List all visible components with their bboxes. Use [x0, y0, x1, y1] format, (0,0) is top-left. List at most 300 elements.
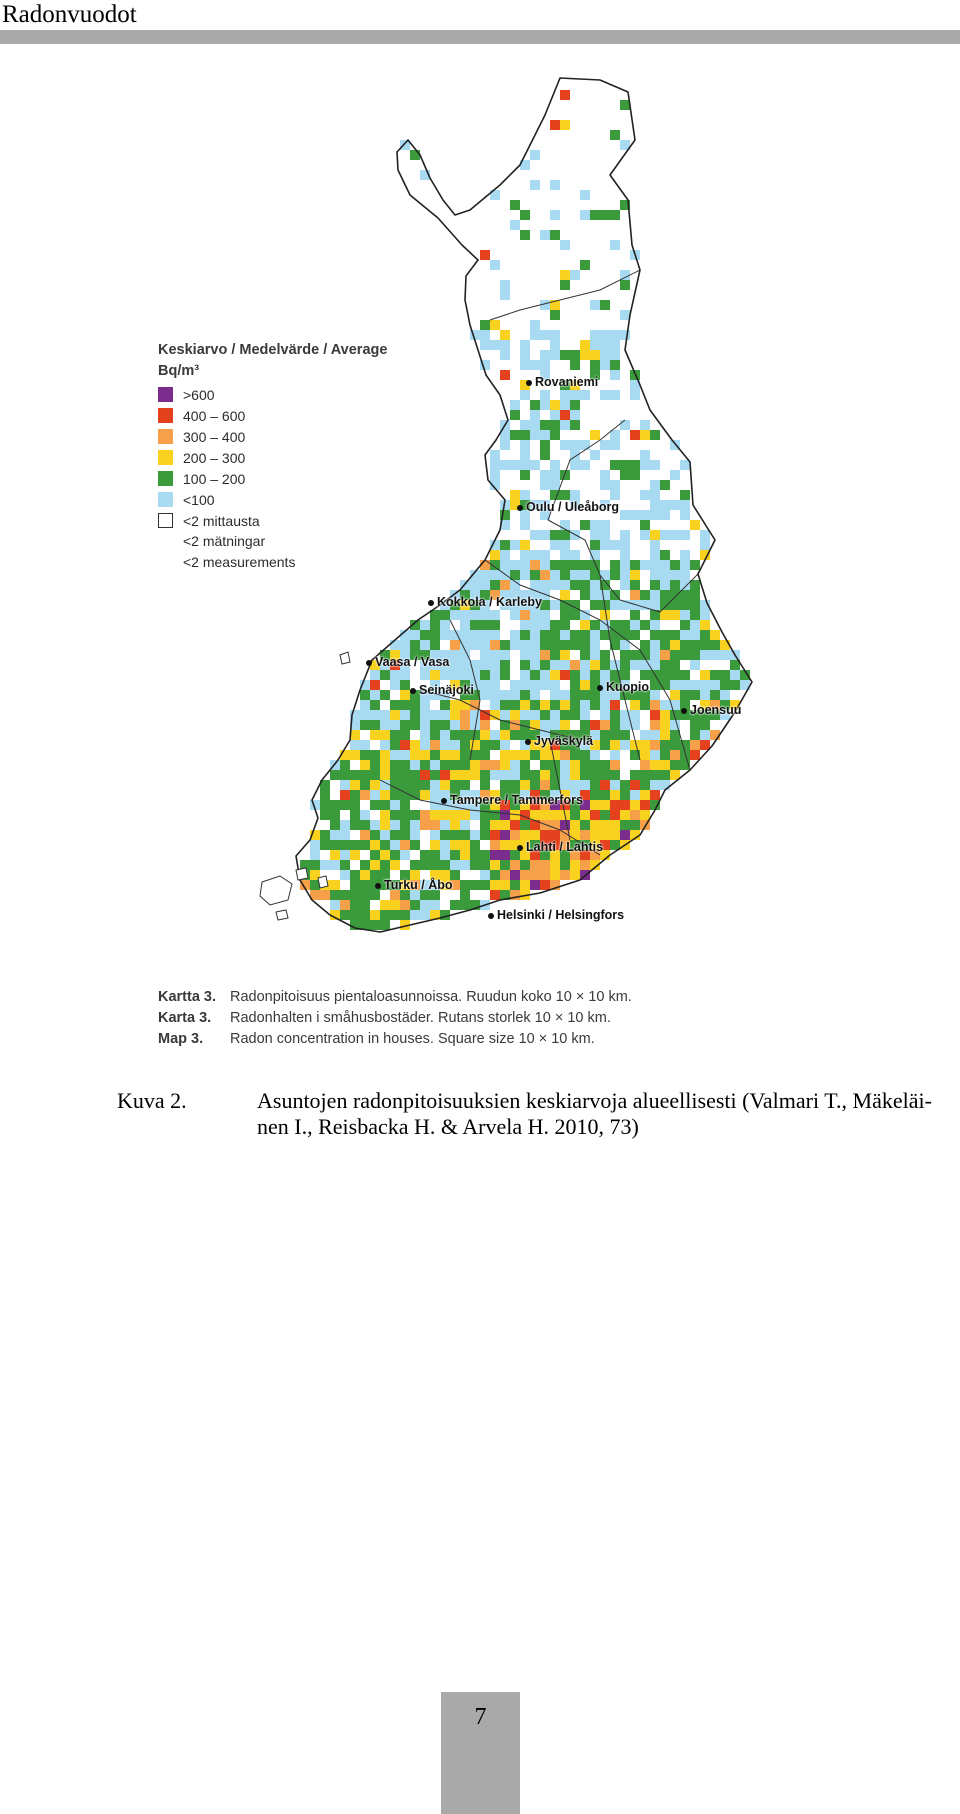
radon-cell: [560, 640, 570, 650]
radon-cell: [630, 630, 640, 640]
radon-cell: [470, 580, 480, 590]
radon-cell: [490, 660, 500, 670]
radon-cell: [520, 210, 530, 220]
radon-cell: [350, 880, 360, 890]
radon-cell: [540, 230, 550, 240]
radon-cell: [610, 430, 620, 440]
radon-cell: [410, 710, 420, 720]
radon-cell: [350, 810, 360, 820]
radon-cell: [670, 630, 680, 640]
city-name: Kokkola / Karleby: [437, 595, 542, 609]
radon-cell: [340, 780, 350, 790]
radon-cell: [520, 390, 530, 400]
radon-cell: [710, 630, 720, 640]
radon-cell: [530, 870, 540, 880]
radon-cell: [510, 690, 520, 700]
radon-cell: [500, 780, 510, 790]
radon-cell: [590, 580, 600, 590]
radon-cell: [410, 780, 420, 790]
radon-cell: [550, 530, 560, 540]
radon-cell: [530, 770, 540, 780]
radon-cell: [570, 460, 580, 470]
radon-cell: [500, 850, 510, 860]
radon-cell: [380, 910, 390, 920]
radon-cell: [550, 230, 560, 240]
radon-cell: [400, 670, 410, 680]
radon-cell: [640, 750, 650, 760]
radon-cell: [530, 640, 540, 650]
radon-cell: [430, 860, 440, 870]
radon-cell: [580, 820, 590, 830]
radon-cell: [460, 740, 470, 750]
radon-cell: [580, 860, 590, 870]
radon-cell: [650, 730, 660, 740]
radon-cell: [620, 460, 630, 470]
radon-cell: [520, 780, 530, 790]
radon-cell: [360, 790, 370, 800]
radon-cell: [520, 710, 530, 720]
radon-cell: [700, 740, 710, 750]
radon-cell: [320, 790, 330, 800]
radon-cell: [660, 760, 670, 770]
radon-cell: [590, 330, 600, 340]
radon-cell: [520, 520, 530, 530]
radon-cell: [410, 820, 420, 830]
radon-cell: [650, 760, 660, 770]
legend-swatch: [158, 492, 173, 507]
radon-cell: [630, 650, 640, 660]
radon-cell: [460, 860, 470, 870]
radon-cell: [350, 890, 360, 900]
radon-cell: [540, 750, 550, 760]
radon-cell: [580, 210, 590, 220]
radon-cell: [440, 830, 450, 840]
radon-cell: [510, 610, 520, 620]
radon-cell: [530, 150, 540, 160]
radon-cell: [680, 530, 690, 540]
radon-cell: [540, 870, 550, 880]
radon-cell: [560, 520, 570, 530]
radon-cell: [560, 240, 570, 250]
radon-cell: [610, 480, 620, 490]
radon-cell: [530, 360, 540, 370]
radon-cell: [540, 640, 550, 650]
city-dot-icon: [517, 505, 523, 511]
radon-cell: [510, 710, 520, 720]
radon-cell: [480, 320, 490, 330]
radon-cell: [350, 910, 360, 920]
radon-cell: [390, 840, 400, 850]
city-label: [517, 840, 603, 854]
radon-cell: [540, 530, 550, 540]
figure-label: Kuva 2.: [117, 1088, 187, 1113]
radon-cell: [580, 780, 590, 790]
radon-cell: [500, 710, 510, 720]
radon-cell: [430, 800, 440, 810]
radon-cell: [450, 640, 460, 650]
radon-cell: [700, 620, 710, 630]
radon-cell: [690, 720, 700, 730]
radon-cell: [650, 650, 660, 660]
radon-cell: [450, 630, 460, 640]
radon-cell: [570, 440, 580, 450]
city-dot-icon: [366, 660, 372, 666]
radon-cell: [590, 350, 600, 360]
radon-cell: [570, 390, 580, 400]
legend-swatch: [158, 387, 173, 402]
radon-cell: [560, 750, 570, 760]
radon-cell: [500, 730, 510, 740]
radon-cell: [420, 900, 430, 910]
radon-cell: [630, 660, 640, 670]
radon-cell: [370, 760, 380, 770]
legend-swatch: [158, 471, 173, 486]
radon-cell: [400, 850, 410, 860]
radon-cell: [560, 490, 570, 500]
radon-cell: [700, 680, 710, 690]
radon-cell: [510, 630, 520, 640]
legend-extra-line: <2 mätningar: [183, 533, 266, 549]
radon-cell: [490, 650, 500, 660]
radon-cell: [690, 620, 700, 630]
radon-cell: [320, 890, 330, 900]
radon-cell: [350, 840, 360, 850]
radon-cell: [540, 330, 550, 340]
radon-cell: [460, 710, 470, 720]
radon-cell: [530, 430, 540, 440]
radon-cell: [560, 700, 570, 710]
radon-cell: [550, 710, 560, 720]
radon-cell: [520, 870, 530, 880]
radon-cell: [490, 580, 500, 590]
radon-cell: [690, 630, 700, 640]
radon-cell: [480, 880, 490, 890]
radon-cell: [440, 840, 450, 850]
radon-cell: [510, 750, 520, 760]
radon-cell: [580, 710, 590, 720]
radon-cell: [530, 550, 540, 560]
radon-cell: [660, 660, 670, 670]
radon-cell: [460, 610, 470, 620]
radon-cell: [700, 530, 710, 540]
radon-cell: [470, 630, 480, 640]
radon-cell: [580, 590, 590, 600]
radon-cell: [470, 860, 480, 870]
radon-cell: [590, 830, 600, 840]
radon-cell: [540, 470, 550, 480]
radon-cell: [550, 400, 560, 410]
radon-cell: [520, 420, 530, 430]
legend-title: Keskiarvo / Medelvärde / Average: [158, 342, 388, 358]
radon-cell: [640, 730, 650, 740]
radon-cell: [420, 810, 430, 820]
radon-cell: [500, 820, 510, 830]
radon-cell: [550, 750, 560, 760]
radon-cell: [590, 620, 600, 630]
radon-cell: [570, 560, 580, 570]
radon-cell: [490, 740, 500, 750]
radon-cell: [510, 820, 520, 830]
city-dot-icon: [488, 913, 494, 919]
radon-cell: [550, 680, 560, 690]
radon-cell: [490, 470, 500, 480]
map-caption-en: [158, 1029, 632, 1050]
radon-cell: [380, 750, 390, 760]
radon-cell: [410, 640, 420, 650]
radon-cell: [690, 740, 700, 750]
radon-cell: [490, 340, 500, 350]
radon-cell: [590, 810, 600, 820]
radon-cell: [510, 860, 520, 870]
radon-cell: [680, 600, 690, 610]
radon-cell: [570, 670, 580, 680]
radon-cell: [520, 630, 530, 640]
radon-cell: [410, 770, 420, 780]
radon-cell: [510, 640, 520, 650]
radon-cell: [360, 840, 370, 850]
map-caption-fi: [158, 987, 632, 1008]
radon-cell: [570, 410, 580, 420]
radon-cell: [690, 600, 700, 610]
radon-cell: [530, 560, 540, 570]
radon-cell: [640, 770, 650, 780]
radon-cell: [480, 660, 490, 670]
city-dot-icon: [410, 688, 416, 694]
radon-cell: [730, 680, 740, 690]
radon-cell: [650, 600, 660, 610]
radon-cell: [360, 770, 370, 780]
radon-cell: [550, 640, 560, 650]
radon-cell: [420, 740, 430, 750]
radon-cell: [570, 780, 580, 790]
radon-cell: [540, 810, 550, 820]
radon-cell: [550, 690, 560, 700]
radon-cell: [410, 740, 420, 750]
radon-cell: [530, 670, 540, 680]
radon-cell: [460, 900, 470, 910]
city-name: Kuopio: [606, 680, 650, 694]
radon-cell: [540, 670, 550, 680]
radon-cell: [590, 430, 600, 440]
radon-cell: [560, 670, 570, 680]
radon-cell: [570, 860, 580, 870]
radon-cell: [560, 420, 570, 430]
radon-cell: [660, 650, 670, 660]
figure-caption: Asuntojen radonpitoisuuksien keskiarvoja alueellisesti (Valmari T., Mäkeläi-nen I., Reisbacka H. & Arvela H. 2010, 73): [257, 1088, 932, 1139]
radon-cell: [510, 780, 520, 790]
radon-cell: [560, 570, 570, 580]
radon-cell: [500, 560, 510, 570]
radon-cell: [610, 130, 620, 140]
radon-cell: [490, 830, 500, 840]
radon-cell: [680, 610, 690, 620]
radon-cell: [380, 690, 390, 700]
radon-cell: [540, 700, 550, 710]
radon-cell: [670, 740, 680, 750]
radon-cell: [450, 710, 460, 720]
radon-cell: [410, 630, 420, 640]
radon-cell: [380, 900, 390, 910]
radon-cell: [670, 500, 680, 510]
radon-cell: [610, 700, 620, 710]
radon-cell: [640, 420, 650, 430]
radon-cell: [430, 620, 440, 630]
radon-cell: [570, 750, 580, 760]
radon-cell: [560, 280, 570, 290]
radon-cell: [510, 770, 520, 780]
radon-cell: [610, 740, 620, 750]
radon-cell: [570, 400, 580, 410]
radon-cell: [520, 560, 530, 570]
radon-cell: [620, 570, 630, 580]
radon-cell: [500, 740, 510, 750]
radon-cell: [640, 530, 650, 540]
radon-cell: [660, 740, 670, 750]
radon-cell: [580, 750, 590, 760]
radon-cell: [350, 770, 360, 780]
radon-cell: [430, 750, 440, 760]
city-dot-icon: [375, 883, 381, 889]
legend-label: <100: [183, 491, 215, 508]
radon-cell: [650, 750, 660, 760]
radon-cell: [380, 720, 390, 730]
radon-cell: [650, 740, 660, 750]
radon-cell: [420, 760, 430, 770]
radon-cell: [410, 830, 420, 840]
radon-cell: [690, 560, 700, 570]
radon-cell: [690, 750, 700, 760]
radon-cell: [650, 480, 660, 490]
radon-cell: [700, 630, 710, 640]
radon-cell: [610, 820, 620, 830]
radon-cell: [370, 730, 380, 740]
legend-item: [158, 405, 387, 426]
radon-cell: [680, 650, 690, 660]
radon-cell: [500, 440, 510, 450]
radon-cell: [510, 880, 520, 890]
radon-cell: [590, 630, 600, 640]
radon-cell: [610, 540, 620, 550]
radon-cell: [640, 430, 650, 440]
radon-cell: [470, 830, 480, 840]
radon-cell: [680, 560, 690, 570]
radon-cell: [360, 880, 370, 890]
radon-cell: [420, 640, 430, 650]
radon-cell: [500, 830, 510, 840]
radon-cell: [540, 780, 550, 790]
radon-cell: [560, 120, 570, 130]
radon-cell: [620, 800, 630, 810]
radon-cell: [350, 820, 360, 830]
radon-cell: [630, 570, 640, 580]
radon-cell: [480, 670, 490, 680]
radon-cell: [330, 800, 340, 810]
radon-cell: [440, 760, 450, 770]
radon-cell: [520, 460, 530, 470]
radon-cell: [510, 400, 520, 410]
radon-cell: [570, 870, 580, 880]
radon-cell: [440, 670, 450, 680]
radon-cell: [610, 790, 620, 800]
radon-cell: [550, 720, 560, 730]
radon-cell: [700, 540, 710, 550]
radon-cell: [380, 830, 390, 840]
city-name: Lahti / Lahtis: [526, 840, 604, 854]
radon-cell: [460, 700, 470, 710]
radon-cell: [500, 350, 510, 360]
radon-cell: [350, 780, 360, 790]
radon-cell: [680, 490, 690, 500]
radon-cell: [550, 560, 560, 570]
radon-cell: [530, 880, 540, 890]
radon-cell: [430, 780, 440, 790]
radon-cell: [340, 790, 350, 800]
radon-cell: [680, 460, 690, 470]
radon-cell: [660, 720, 670, 730]
radon-cell: [440, 610, 450, 620]
radon-cell: [400, 740, 410, 750]
radon-cell: [580, 460, 590, 470]
radon-cell: [480, 690, 490, 700]
radon-cell: [620, 280, 630, 290]
legend-swatch: [158, 450, 173, 465]
radon-cell: [600, 610, 610, 620]
radon-cell: [580, 570, 590, 580]
radon-cell: [640, 450, 650, 460]
map-caption-sv: [158, 1008, 632, 1029]
radon-cell: [610, 570, 620, 580]
radon-cell: [610, 330, 620, 340]
radon-cell: [590, 590, 600, 600]
radon-cell: [580, 680, 590, 690]
radon-cell: [490, 450, 500, 460]
radon-cell: [500, 290, 510, 300]
radon-cell: [450, 830, 460, 840]
radon-cell: [420, 790, 430, 800]
radon-cell: [440, 860, 450, 870]
radon-cell: [490, 860, 500, 870]
radon-cell: [520, 660, 530, 670]
radon-cell: [510, 460, 520, 470]
radon-cell: [480, 580, 490, 590]
radon-cell: [490, 700, 500, 710]
radon-cell: [680, 590, 690, 600]
radon-cell: [460, 840, 470, 850]
radon-cell: [650, 710, 660, 720]
radon-cell: [630, 610, 640, 620]
radon-cell: [670, 670, 680, 680]
radon-cell: [380, 790, 390, 800]
radon-cell: [520, 760, 530, 770]
radon-cell: [570, 810, 580, 820]
radon-cell: [510, 830, 520, 840]
radon-cell: [390, 720, 400, 730]
city-dot-icon: [525, 739, 531, 745]
radon-cell: [420, 780, 430, 790]
radon-cell: [570, 600, 580, 610]
radon-cell: [670, 580, 680, 590]
radon-cell: [490, 710, 500, 720]
radon-cell: [360, 910, 370, 920]
radon-cell: [560, 710, 570, 720]
radon-cell: [410, 910, 420, 920]
radon-cell: [390, 800, 400, 810]
city-label: [366, 655, 449, 669]
radon-cell: [590, 780, 600, 790]
radon-cell: [580, 340, 590, 350]
radon-cell: [350, 850, 360, 860]
radon-cell: [610, 490, 620, 500]
